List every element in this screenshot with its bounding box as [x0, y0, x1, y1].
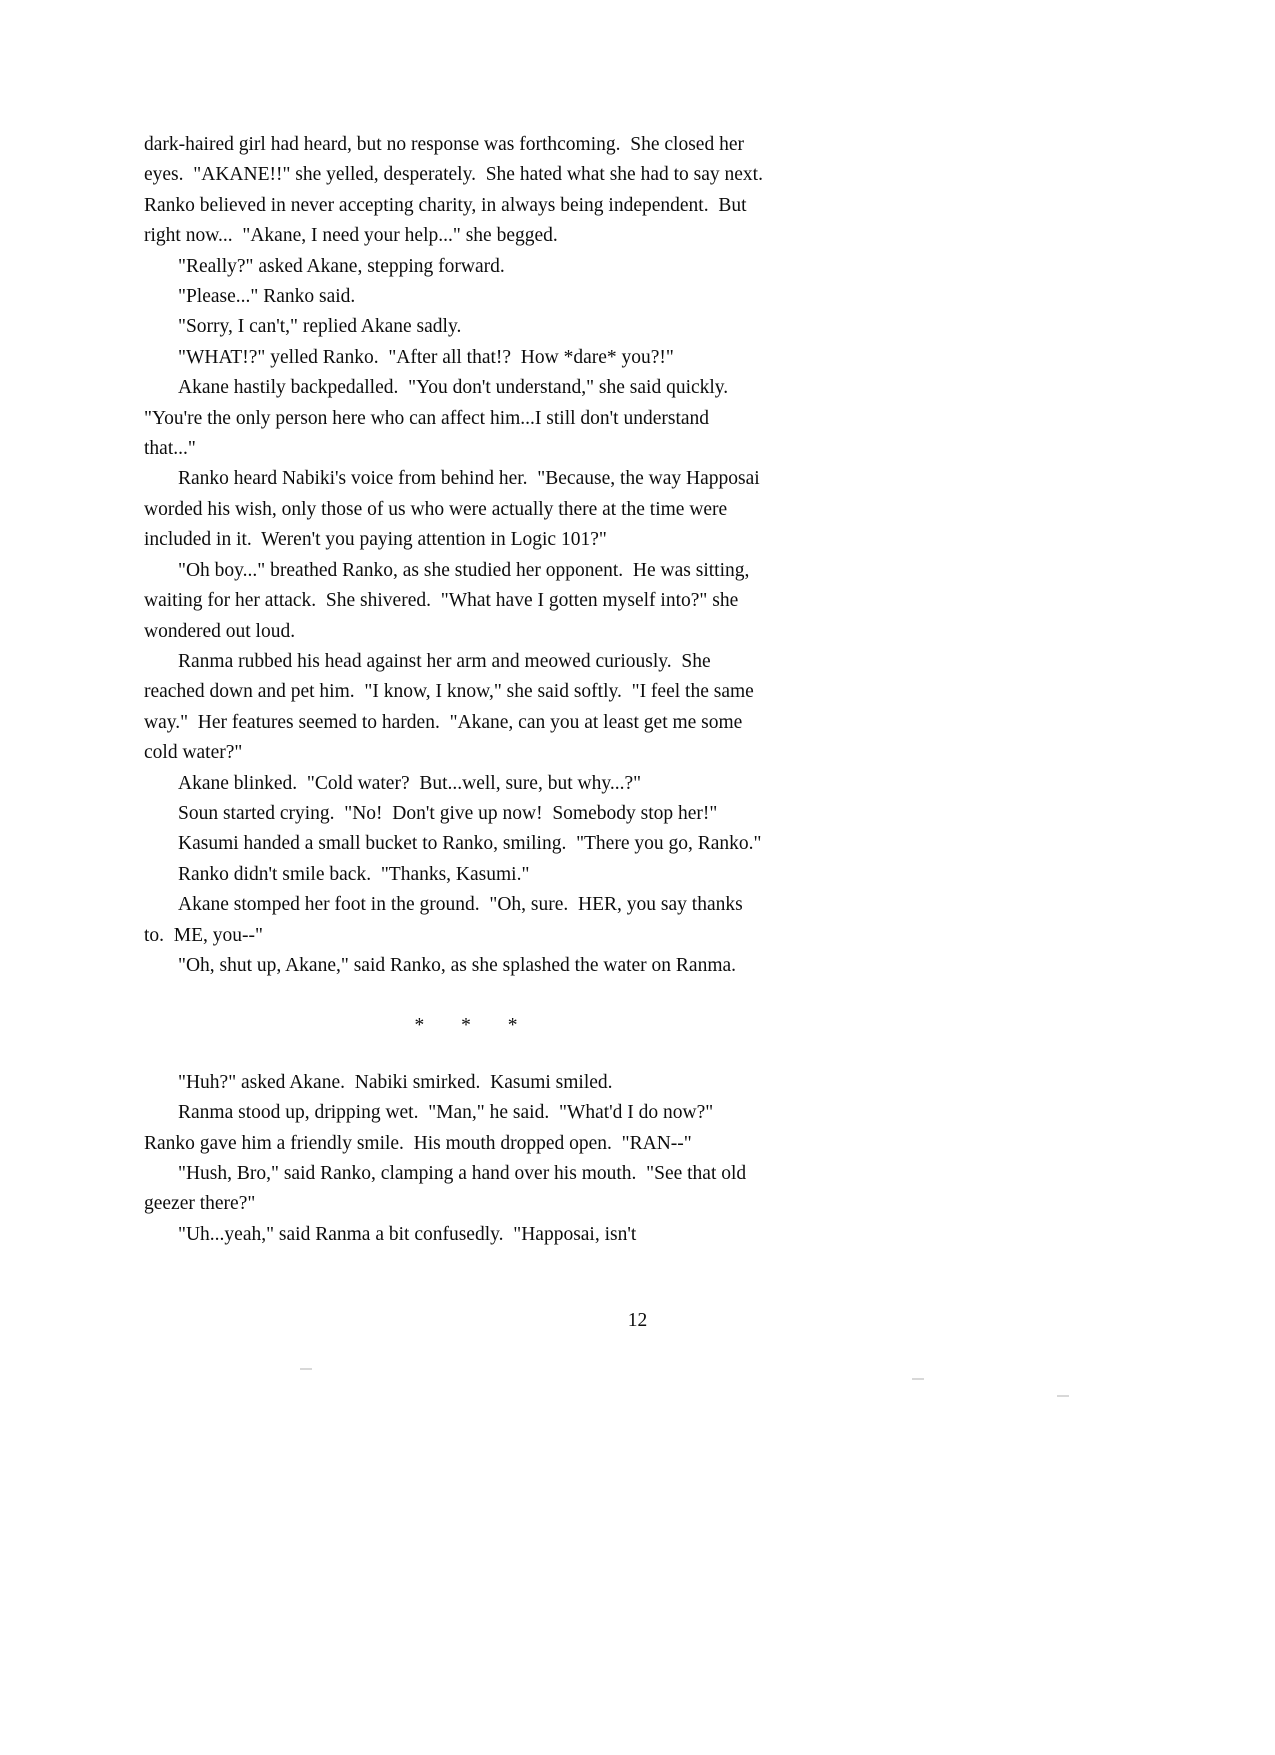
paragraph: Soun started crying. "No! Don't give up now! Somebody stop her!" [178, 802, 718, 824]
paragraph: Ranma stood up, dripping wet. "Man," he said. "What'd I do now?" Ranko gave him a friendly smile. His mouth dropped open. "RAN--" [144, 1102, 723, 1154]
paragraph: "Oh, shut up, Akane," said Ranko, as she splashed the water on Ranma. [178, 954, 737, 976]
paragraph: "WHAT!?" yelled Ranko. "After all that!? How *dare* you?!" [178, 346, 674, 368]
paragraph: Kasumi handed a small bucket to Ranko, smiling. "There you go, Ranko." [178, 833, 762, 855]
page-number: 12 [627, 1310, 648, 1331]
scan-artifact [1057, 1395, 1069, 1397]
paragraph: "Huh?" asked Akane. Nabiki smirked. Kasumi smiled. [178, 1071, 613, 1093]
paragraph: Ranma rubbed his head against her arm and meowed curiously. She reached down and pet him. "I know, I know," she said softly. "I feel the same way." Her features seemed to harden. "Akane, can you at least get me some cold water?" [144, 650, 759, 764]
paragraph: "Uh...yeah," said Ranma a bit confusedly. "Happosai, isn't [178, 1223, 637, 1245]
scan-artifact [912, 1378, 924, 1380]
paragraph: "Sorry, I can't," replied Akane sadly. [178, 316, 462, 338]
paragraph: Akane blinked. "Cold water? But...well, sure, but why...?" [178, 772, 642, 794]
body-text [144, 130, 773, 1250]
scene-break: * * * [414, 1015, 534, 1037]
paragraph: "Please..." Ranko said. [178, 286, 356, 308]
paragraph: Akane stomped her foot in the ground. "Oh, sure. HER, you say thanks to. ME, you--" [144, 894, 748, 946]
paragraph: Akane hastily backpedalled. "You don't understand," she said quickly. "You're the only person here who can affect him...I still don't understand that..." [144, 377, 738, 460]
scan-artifact [300, 1368, 312, 1370]
paragraph: Ranko didn't smile back. "Thanks, Kasumi." [178, 863, 530, 885]
paragraph: Ranko heard Nabiki's voice from behind her. "Because, the way Happosai worded his wish, only those of us who were actually there at the time were included in it. Weren't you paying attention in Logic 101?" [144, 468, 765, 551]
paragraph: "Hush, Bro," said Ranko, clamping a hand over his mouth. "See that old geezer there?" [144, 1163, 752, 1215]
paragraph: dark-haired girl had heard, but no response was forthcoming. She closed her eyes. "AKANE!!" she yelled, desperately. She hated what she had to say next. Ranko believed in never accepting charity, in always being independent. But right now... "Akane, I need your help..." she begged. [144, 134, 773, 247]
paragraph: "Oh boy..." breathed Ranko, as she studied her opponent. He was sitting, waiting for her attack. She shivered. "What have I gotten myself into?" she wondered out loud. [144, 559, 755, 642]
paragraph: "Really?" asked Akane, stepping forward. [178, 255, 505, 277]
